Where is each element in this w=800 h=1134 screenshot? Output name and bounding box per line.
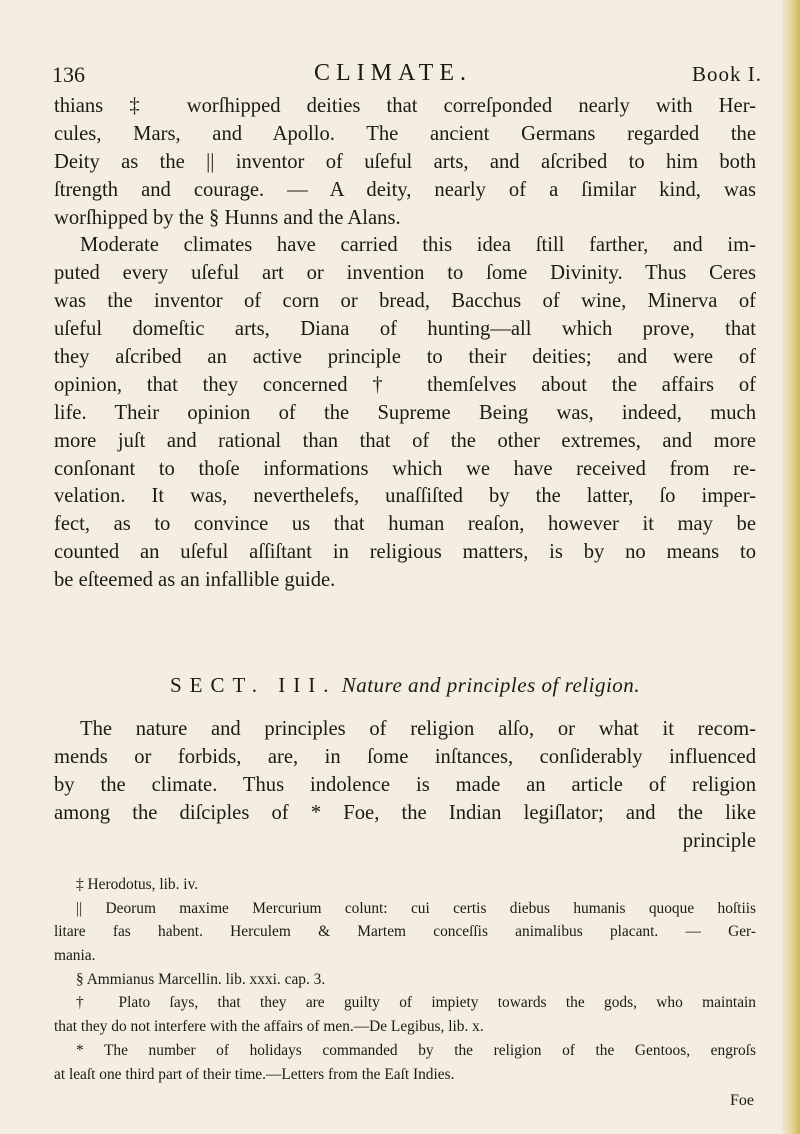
section-heading [54,673,756,698]
footnote-line: * The number of holidays commanded by the religion of the Gentoos, engroſs [76,1041,756,1059]
footnote-line: || Deorum maxime Mercurium colunt: cui certis diebus humanis quoque hoſtiis [76,899,756,917]
text-line: by the climate. Thus indolence is made an article of religion [54,773,756,796]
main-text [54,93,756,595]
footnotes [54,873,756,1086]
running-title: CLIMATE. [314,60,472,86]
footnote-line: † Plato ſays, that they are guilty of impiety towards the gods, who maintain [76,994,756,1012]
text-line: Moderate climates have carried this idea ſtill farther, and im- [80,234,756,257]
text-line: Deity as the || inventor of uſeful arts, and aſcribed to him both [54,150,756,173]
footnote-line: mania. [54,947,96,965]
text-line: more juſt and rational than that of the other extremes, and more [54,429,756,452]
book-label: Book I. [692,62,762,86]
section-label: SECT. III. [169,673,337,697]
paragraph-2 [54,232,756,595]
text-line: uſeful domeſtic arts, Diana of hunting—all which prove, that [54,318,756,341]
text-line: conſonant to thoſe informations which we have received from re- [54,457,756,480]
paragraph-1 [54,93,756,232]
text-line: they aſcribed an active principle to their deities; and were of [54,346,756,369]
text-line: worſhipped by the § Hunns and the Alans. [54,206,401,229]
text-line: velation. It was, neverthelefs, unaſſiſted by the latter, ſo imper- [54,485,756,508]
section-title: Nature and principles of religion. [341,673,641,697]
catchword: Foe [730,1092,754,1109]
running-header [52,58,762,92]
text-line: life. Their opinion of the Supreme Being was, indeed, much [54,401,756,424]
footnote-line: litare fas habent. Herculem & Martem conceſſis animalibus placant. — Ger- [54,923,756,941]
footnote-line: that they do not interfere with the affairs of men.—De Legibus, lib. x. [54,1018,484,1036]
text-line: ſtrength and courage. — A deity, nearly of a ſimilar kind, was [54,178,756,201]
paragraph-3 [54,716,756,855]
text-line: mends or forbids, are, in ſome inſtances, conſiderably influenced [54,745,756,768]
text-line: cules, Mars, and Apollo. The ancient Germans regarded the [54,122,756,145]
text-line: was the inventor of corn or bread, Bacchus of wine, Minerva of [54,290,756,313]
text-line: opinion, that they concerned † themſelves about the affairs of [54,373,756,396]
text-line: thians ‡ worſhipped deities that correſponded nearly with Her- [54,95,756,117]
footnote-line: at leaſt one third part of their time.—Letters from the Eaſt Indies. [54,1065,455,1083]
footnote-line: § Ammianus Marcellin. lib. xxxi. cap. 3. [76,970,326,988]
text-line: The nature and principles of religion alſo, or what it recom- [80,718,756,740]
text-line: principle [682,829,756,852]
page-number: 136 [52,62,85,87]
text-line: among the diſciples of * Foe, the Indian legiſlator; and the like [54,801,756,824]
text-line: counted an uſeful aſſiſtant in religious matters, is by no means to [54,541,756,564]
text-line: puted every uſeful art or invention to ſome Divinity. Thus Ceres [54,262,756,285]
text-line: fect, as to convince us that human reaſon, however it may be [54,513,756,536]
footnote-line: ‡ Herodotus, lib. iv. [76,876,199,893]
text-line: be eſteemed as an infallible guide. [54,569,336,592]
